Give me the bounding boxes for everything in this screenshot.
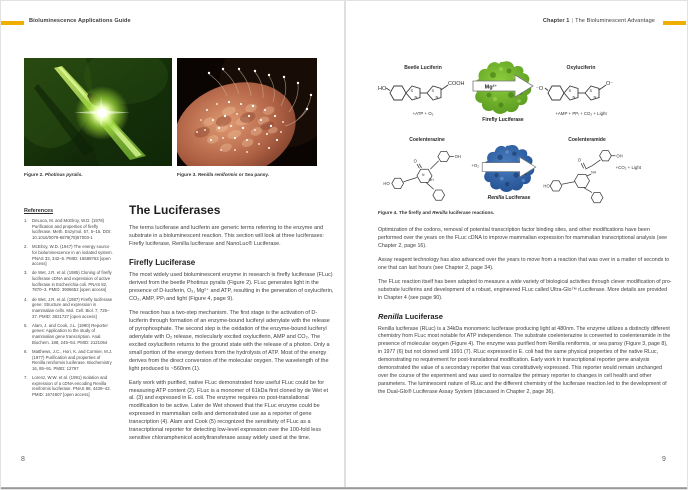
svg-text:N: N: [435, 94, 439, 100]
firefly-luciferase-heading: Firefly Luciferase: [129, 257, 196, 267]
beetle-luciferin-structure: [377, 72, 469, 110]
beetle-luciferin-cell: [375, 65, 471, 116]
renilla-luciferase-blob: [477, 143, 541, 193]
svg-text:N: N: [572, 94, 576, 100]
firefly-photo-art: [24, 58, 172, 166]
assay-reagent-paragraph: Assay reagent technology has also advanced over the years to move from a reaction that was over in a matter of seconds to one that can last hours (see Chapter 2, page 34).: [378, 256, 670, 271]
fluc-adaptation-paragraph: The FLuc reaction itself has been adapted to measure a wide variety of biological activities through clever modification of pro-substrate luciferins and development of a robust, engineered FLuc called Ultra-Glo™ rLuciferase. More details are provided in Chapter 4 (see page 90).: [378, 278, 672, 301]
coelenterazine-cell: [375, 137, 479, 206]
figure4-caption: Figure 4. The firefly and Renilla luciferase reactions.: [378, 210, 495, 215]
references-heading: References: [24, 208, 54, 214]
firefly-photo: [24, 58, 172, 166]
oxyluciferin-label: Oxyluciferin: [566, 65, 596, 71]
reference-item: 7. Lorenz, W.W. et al. (1991) Isolation and expression of a cDNA encoding Renilla reniformis luciferase. PNAS 88, 4438–42. PMID: 1674607 [open access]: [24, 375, 111, 398]
mg-cofactor-label: Mg²⁺: [484, 84, 498, 91]
references-sidebar: [24, 208, 114, 401]
svg-text:O: O: [577, 157, 582, 163]
firefly-paragraph-1: The most widely used bioluminescent enzyme in research is firefly luciferase (FLuc) derived from the beetle Photinus pyralis (Figure 2). FLuc generates light in the presence of D-luciferin, O₂, Mg²⁺ and ATP, resulting in the generation of oxyluciferin, CO₂, AMP, PPᵢ and light (Figure 4, page 9).: [129, 271, 334, 302]
intro-paragraph: The terms luciferase and luciferin are generic terms referring to the enzyme and substrate in a bioluminescent reaction. This section will look at three luciferases: Firefly luciferase, Renilla luciferase and NanoLuc® Luciferase.: [129, 225, 324, 247]
firefly-luciferase-blob: [471, 59, 535, 115]
coelenteramide-note: +CO₂ + Light: [615, 165, 641, 170]
svg-text:OH: OH: [454, 154, 461, 160]
right-main-column: [378, 227, 672, 403]
svg-text:COOH: COOH: [448, 81, 465, 87]
svg-text:NH: NH: [591, 170, 597, 175]
oxyluciferin-note: +AMP + PPᵢ + CO₂ + Light: [555, 111, 607, 116]
figure3-caption: [177, 172, 269, 177]
svg-text:⁻O: ⁻O: [536, 86, 544, 92]
svg-text:S: S: [410, 88, 414, 93]
chapter-label: Chapter 1: [542, 18, 570, 24]
right-running-header: [543, 18, 655, 24]
beetle-luciferin-note: +ATP + O₂: [412, 111, 434, 116]
svg-text:OH: OH: [616, 153, 623, 159]
svg-text:S: S: [568, 88, 572, 93]
reference-item: 2. McElroy, W.D. (1947) The energy source for bioluminescence in an isolated system. PNAS 33, 342–5. PMID: 16588763 [open access]: [24, 244, 113, 267]
sea-pansy-photo-art: [177, 58, 317, 166]
renilla-luciferase-heading: Renilla Luciferase: [378, 311, 444, 321]
firefly-paragraph-3: Early work with purified, native FLuc demonstrated how useful FLuc could be for measuring ATP content (2). FLuc is a monomer of 61kDa first cloned by de Wet et al. (3) and expressed in E. coli. The enzyme requires no post-translational modification to be active. Later de Wet showed that the FLuc enzyme could be expressed in mammalian cells and demonstrated use as a reporter of gene transcription (4). Alam and Cook (5) recognized the sensitivity of FLuc as a transcriptional reporter for detecting low-level expression over the 100-fold less sensitive chloramphenicol acetyltransferase assay widely used at the time.: [129, 379, 329, 442]
renilla-luciferase-protein-art: [477, 143, 541, 193]
svg-text:S: S: [431, 88, 435, 93]
svg-text:S: S: [589, 88, 593, 93]
beetle-luciferin-label: Beetle Luciferin: [404, 65, 442, 71]
section-title: The Luciferases: [129, 203, 221, 217]
svg-text:NH: NH: [428, 177, 434, 182]
header-separator: |: [571, 18, 574, 24]
reference-item: 3. de Wet, J.R. et al. (1985) Cloning of firefly luciferase cDNA and expression of active luciferase in Escherichia coli. PNAS 82, 7870–3. PMID: 3906652 [open access]: [24, 270, 112, 293]
page-spine: [344, 1, 346, 489]
coelenterazine-label: Coelenterazine: [409, 137, 445, 143]
reference-item: 4. de Wet, J.R. et al. (1987) Firefly luciferase gene: Structure and expression in mammalian cells. Mol. Cell. Biol. 7, 725–37. PMID: 3821727 [open access]: [24, 296, 113, 319]
renilla-paragraph: Renilla luciferase (RLuc) is a 34kDa monomeric luciferase producing light at 480nm. The enzyme utilizes a distinctly different chemistry from FLuc most notable for ATP independence. The substrate coelenterazine is converted to coelenteramide in the presence of molecular oxygen (Figure 4). The enzyme was purified from Renilla reniformis, or sea pansy (Figure 3, page 8), in 1977 (6) but not cloned until 1991 (7). RLuc expressed in E. coli had the same physical properties of the native RLuc, demonstrating no requirement for post-translational modification. Early work in transcriptional reporter gene analysis demonstrated the value of a secondary reporter that was constitutively expressed. This reporter would remain unchanged over the course of the experiment and was used to normalize the primary reporter to changes in cell health and other parameters. The luminescent nature of RLuc and the different chemistry of the luciferase reaction led to the development of the Dual-Glo® Luciferase Assay System (discussed in Chapter 2, page 36).: [378, 325, 671, 395]
left-main-column: [129, 203, 335, 449]
figure2-caption-species: Photinus pyralis.: [44, 172, 83, 177]
svg-text:HO: HO: [383, 181, 390, 187]
figure2-caption: [24, 172, 83, 177]
left-running-header: Bioluminescence Applications Guide: [29, 18, 131, 24]
firefly-luciferase-label: Firefly Luciferase: [482, 117, 524, 123]
svg-text:O: O: [413, 158, 417, 164]
svg-text:N: N: [593, 94, 597, 100]
coelenteramide-label: Coelenteramide: [568, 137, 606, 143]
reference-item: 6. Matthews, J.C., Hori, K. and Cormier, M.J. (1977) Purification and properties of Renilla reniformis luciferase. Biochemistry 16, 85–91. PMID: 12797: [24, 348, 113, 371]
figure3-caption-species: Renilla reniformis: [197, 172, 238, 177]
chapter-title: The Bioluminescent Advantage: [575, 18, 655, 24]
firefly-paragraph-2: The reaction has a two-step mechanism. The first stage is the activation of D-luciferin through formation of an enzyme-bound luciferyl adenylate with the release of pyrophosphate. The second step is the oxidation of the enzyme-bound luciferyl adenylate with O₂ release, molecularly excited oxyluciferin, AMP and CO₂. The excited oxyluciferin returns to the ground state with the release of a photon. Only a small portion of the energy derives from the hydrolysis of ATP. Most of the energy derives from the direct conversion of the molecular oxygen. The wavelength of the light produced is ~560nm (1).: [129, 309, 330, 372]
svg-text:N: N: [421, 172, 425, 177]
coelenterazine-note: +O₂: [471, 163, 479, 168]
accent-bar-right: [663, 21, 686, 25]
svg-text:O⁻: O⁻: [606, 81, 614, 87]
svg-text:HO: HO: [543, 183, 550, 189]
figure3-caption-rest: or Sea pansy.: [238, 172, 269, 177]
page-bottom-edge: [1, 487, 687, 489]
reference-item: 5. Alam, J. and Cook, J.L. (1990) Reporter genes: Application to the study of mammalian gene transcription. Anal. Biochem. 188, 245–54. PMID: 2121064: [24, 322, 108, 345]
oxyluciferin-structure: [535, 72, 627, 110]
figure3-caption-label: Figure 3.: [177, 172, 197, 177]
page-number-left: 8: [21, 456, 25, 463]
sea-pansy-photo: [177, 58, 317, 166]
figure4-reactions: [375, 59, 641, 209]
renilla-luciferase-label: Renilla Luciferase: [487, 195, 531, 201]
accent-bar-left: [1, 21, 24, 25]
codon-optimization-paragraph: Optimization of the codons, removal of potential transcription factor binding sites, and other modifications have been performed over the years on the FLuc cDNA to improve mammalian expression for mammalian transcriptional analysis (see Chapter 2, page 16).: [378, 227, 668, 249]
svg-text:N: N: [414, 94, 418, 100]
reference-item: 1. DeLuca, M. and McElroy, W.D. (1978) Purification and properties of firefly luciferase. Meth. Enzymol. 57, 5–15. DOI: 10.1016/0076-6879(78)57003-1: [24, 218, 112, 241]
page-number-right: 9: [662, 456, 666, 463]
oxyluciferin-cell: [535, 65, 627, 116]
svg-text:HO: HO: [378, 86, 387, 92]
coelenteramide-structure: [537, 144, 637, 206]
firefly-luciferase-protein-art: [471, 59, 535, 115]
coelenteramide-cell: [537, 137, 641, 206]
figure2-caption-label: Figure 2.: [24, 172, 44, 177]
coelenterazine-structure: [375, 144, 479, 206]
